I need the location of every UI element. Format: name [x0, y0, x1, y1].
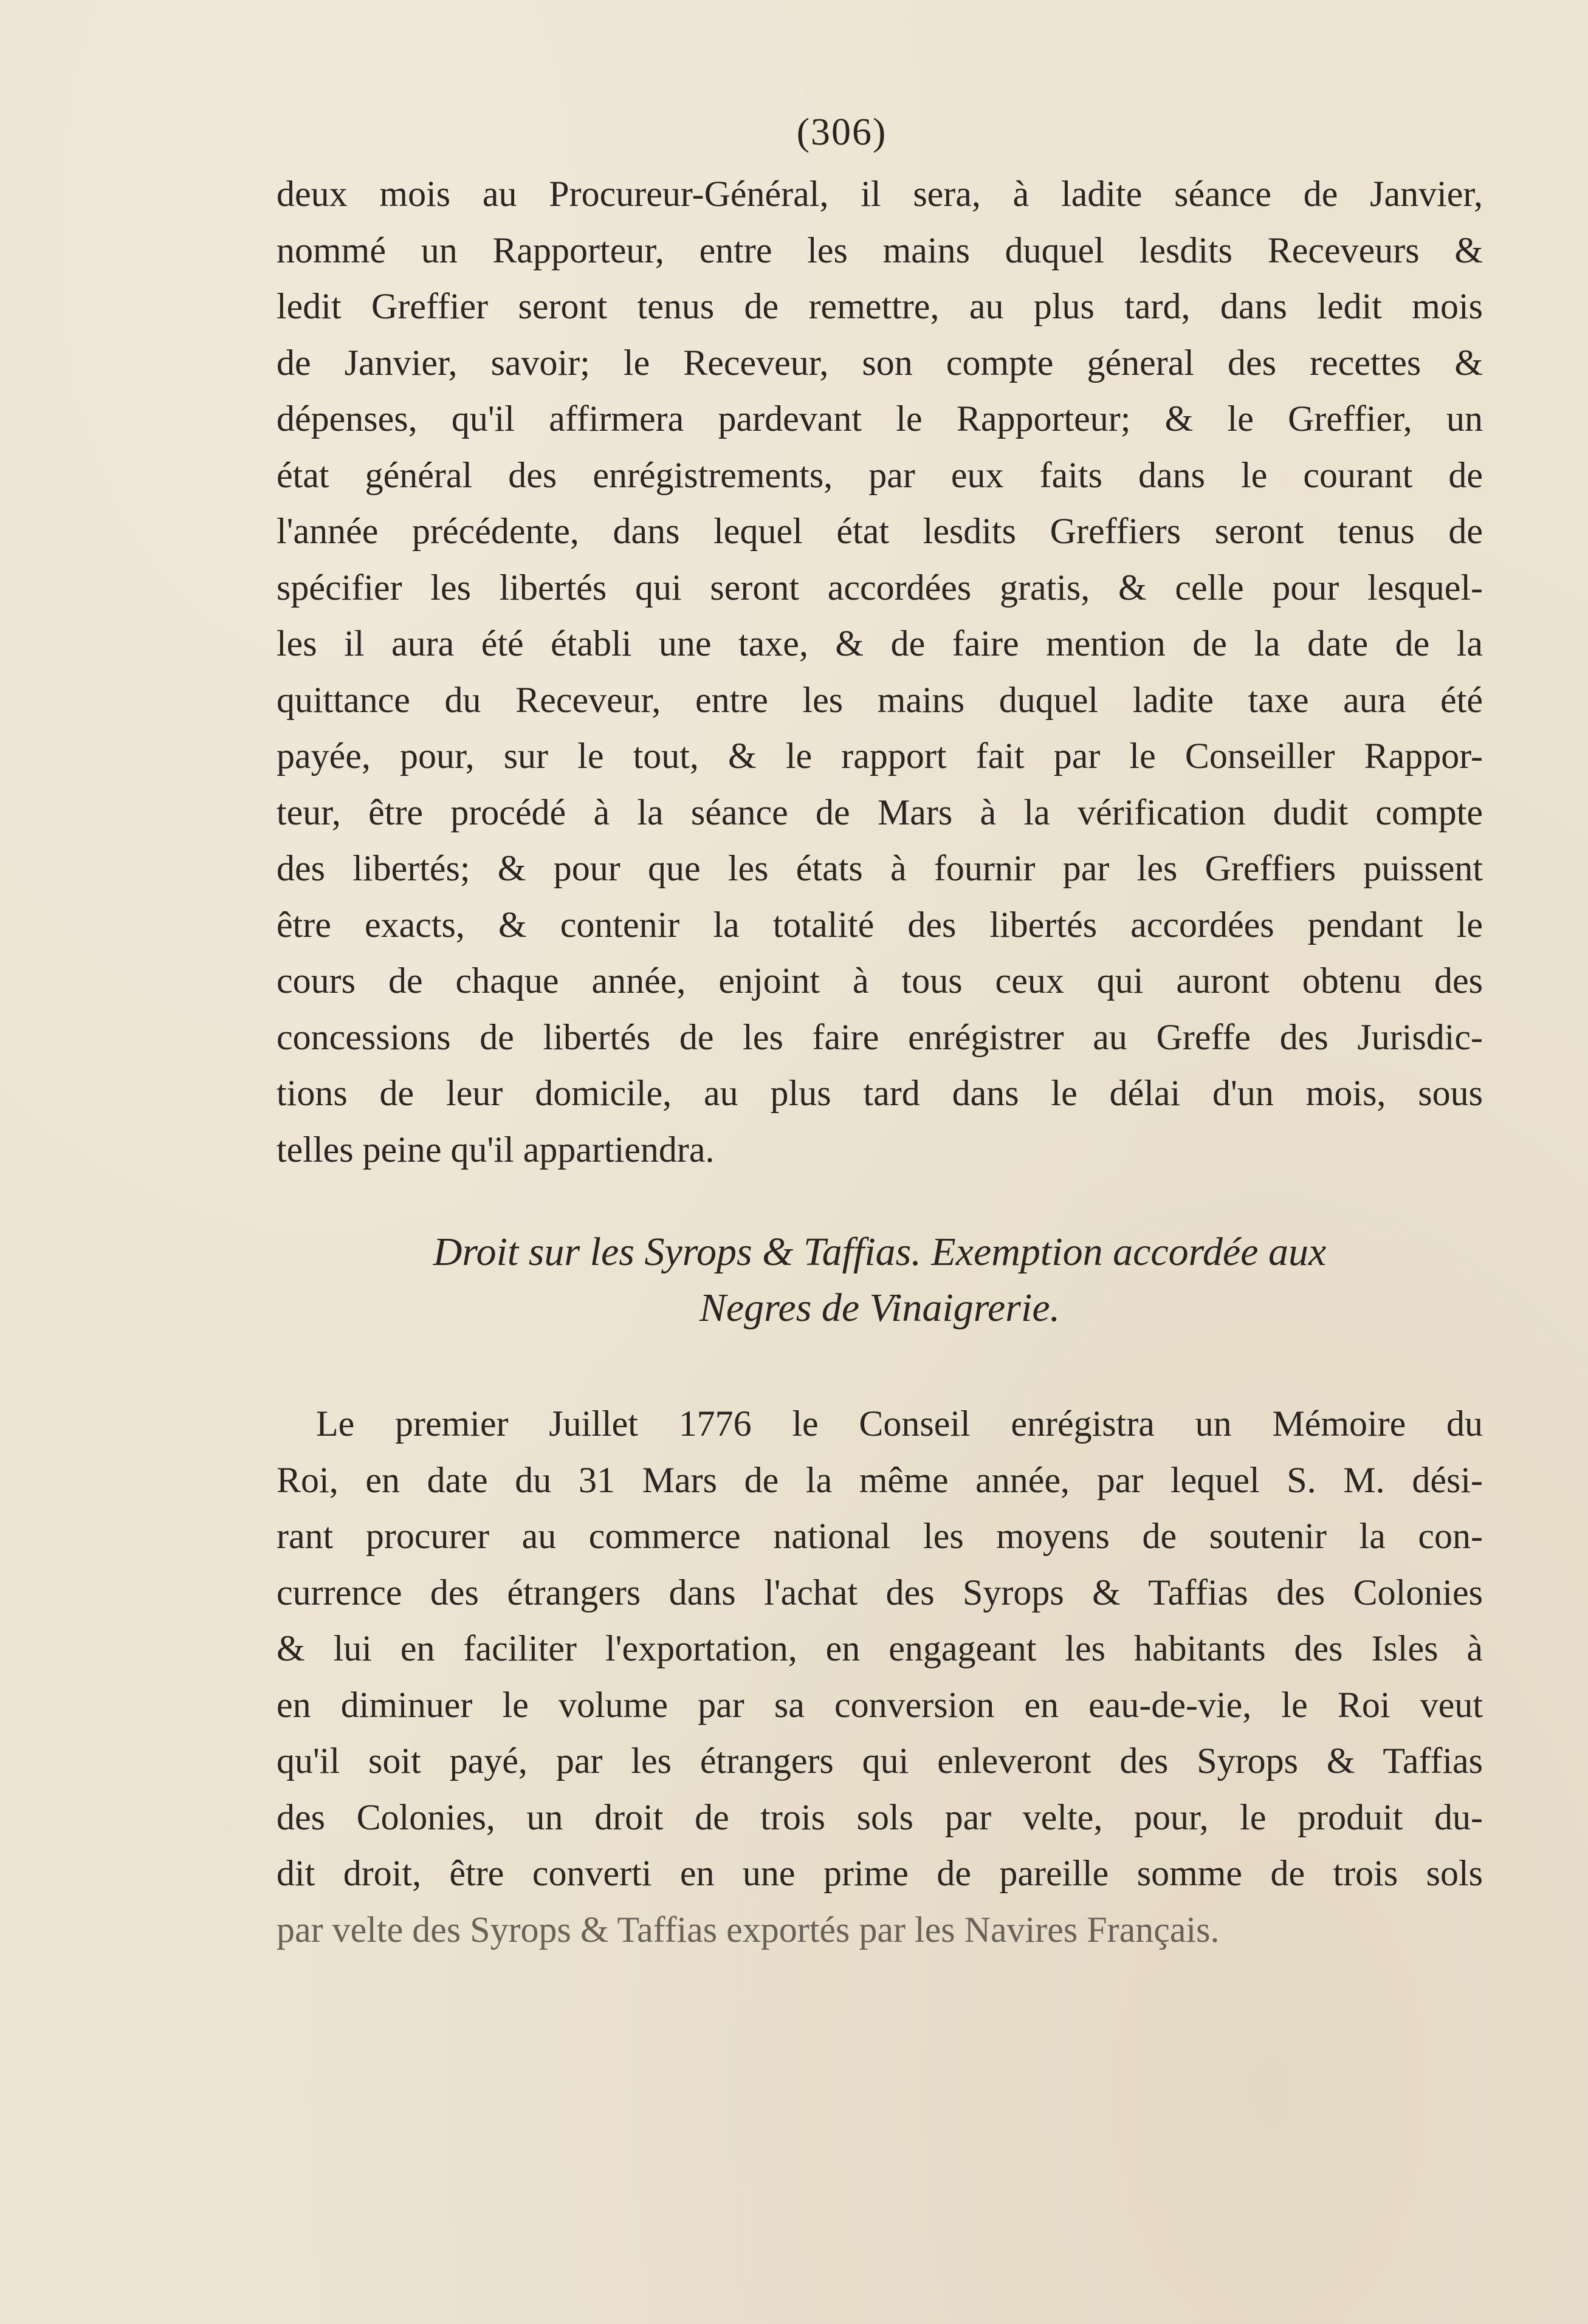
- text-line: l'année précédente, dans lequel état lesdits Greffiers seront tenus de: [277, 511, 1483, 551]
- text-line: concessions de libertés de les faire enrégistrer au Greffe des Jurisdic-: [277, 1016, 1483, 1057]
- text-line: ledit Greffier seront tenus de remettre, au plus tard, dans ledit mois: [277, 286, 1483, 326]
- paragraph-syrops: [277, 1396, 1483, 1958]
- text-line: telles peine qu'il appartiendra.: [277, 1129, 715, 1170]
- text-line: de Janvier, savoir; le Receveur, son compte géneral des recettes &: [277, 342, 1483, 383]
- text-line: état général des enrégistrements, par eux faits dans le courant de: [277, 454, 1483, 495]
- text-line: des Colonies, un droit de trois sols par velte, pour, le produit du-: [277, 1797, 1483, 1837]
- text-line: les il aura été établi une taxe, & de faire mention de la date de la: [277, 623, 1483, 663]
- page-number: (306): [796, 110, 887, 153]
- text-line: spécifier les libertés qui seront accordées gratis, & celle pour lesquel-: [277, 567, 1483, 608]
- section-heading-line: Negres de Vinaigrerie.: [699, 1286, 1060, 1330]
- section-heading: [277, 1224, 1483, 1336]
- text-line: être exacts, & contenir la totalité des libertés accordées pendant le: [277, 904, 1483, 945]
- text-line: Le premier Juillet 1776 le Conseil enrégistra un Mémoire du: [316, 1404, 1483, 1444]
- text-line: rant procurer au commerce national les moyens de soutenir la con-: [277, 1516, 1483, 1556]
- text-line: dépenses, qu'il affirmera pardevant le Rapporteur; & le Greffier, un: [277, 399, 1483, 439]
- text-line: des libertés; & pour que les états à fournir par les Greffiers puissent: [277, 848, 1483, 888]
- text-line: Roi, en date du 31 Mars de la même année, par lequel S. M. dési-: [277, 1459, 1483, 1500]
- text-line: en diminuer le volume par sa conversion en eau-de-vie, le Roi veut: [277, 1684, 1483, 1725]
- text-line: payée, pour, sur le tout, & le rapport fait par le Conseiller Rappor-: [277, 736, 1483, 776]
- text-line: dit droit, être converti en une prime de pareille somme de trois sols: [277, 1853, 1483, 1893]
- text-line: teur, être procédé à la séance de Mars à la vérification dudit compte: [277, 792, 1483, 832]
- text-line: currence des étrangers dans l'achat des Syrops & Taffias des Colonies: [277, 1572, 1483, 1613]
- text-line: & lui en faciliter l'exportation, en engageant les habitants des Isles à: [277, 1628, 1483, 1668]
- paragraph-liberties: [277, 166, 1483, 1177]
- text-line: cours de chaque année, enjoint à tous ceux qui auront obtenu des: [277, 961, 1483, 1001]
- text-line: tions de leur domicile, au plus tard dans le délai d'un mois, sous: [277, 1073, 1483, 1113]
- text-line: deux mois au Procureur-Général, il sera, à ladite séance de Janvier,: [277, 174, 1483, 214]
- text-line: quittance du Receveur, entre les mains duquel ladite taxe aura été: [277, 679, 1483, 720]
- section-heading-line: Droit sur les Syrops & Taffias. Exemption accordée aux: [433, 1230, 1327, 1274]
- text-line: nommé un Rapporteur, entre les mains duquel lesdits Receveurs &: [277, 230, 1483, 270]
- text-line: par velte des Syrops & Taffias exportés par les Navires Français.: [277, 1909, 1220, 1950]
- text-line: qu'il soit payé, par les étrangers qui enleveront des Syrops & Taffias: [277, 1741, 1483, 1781]
